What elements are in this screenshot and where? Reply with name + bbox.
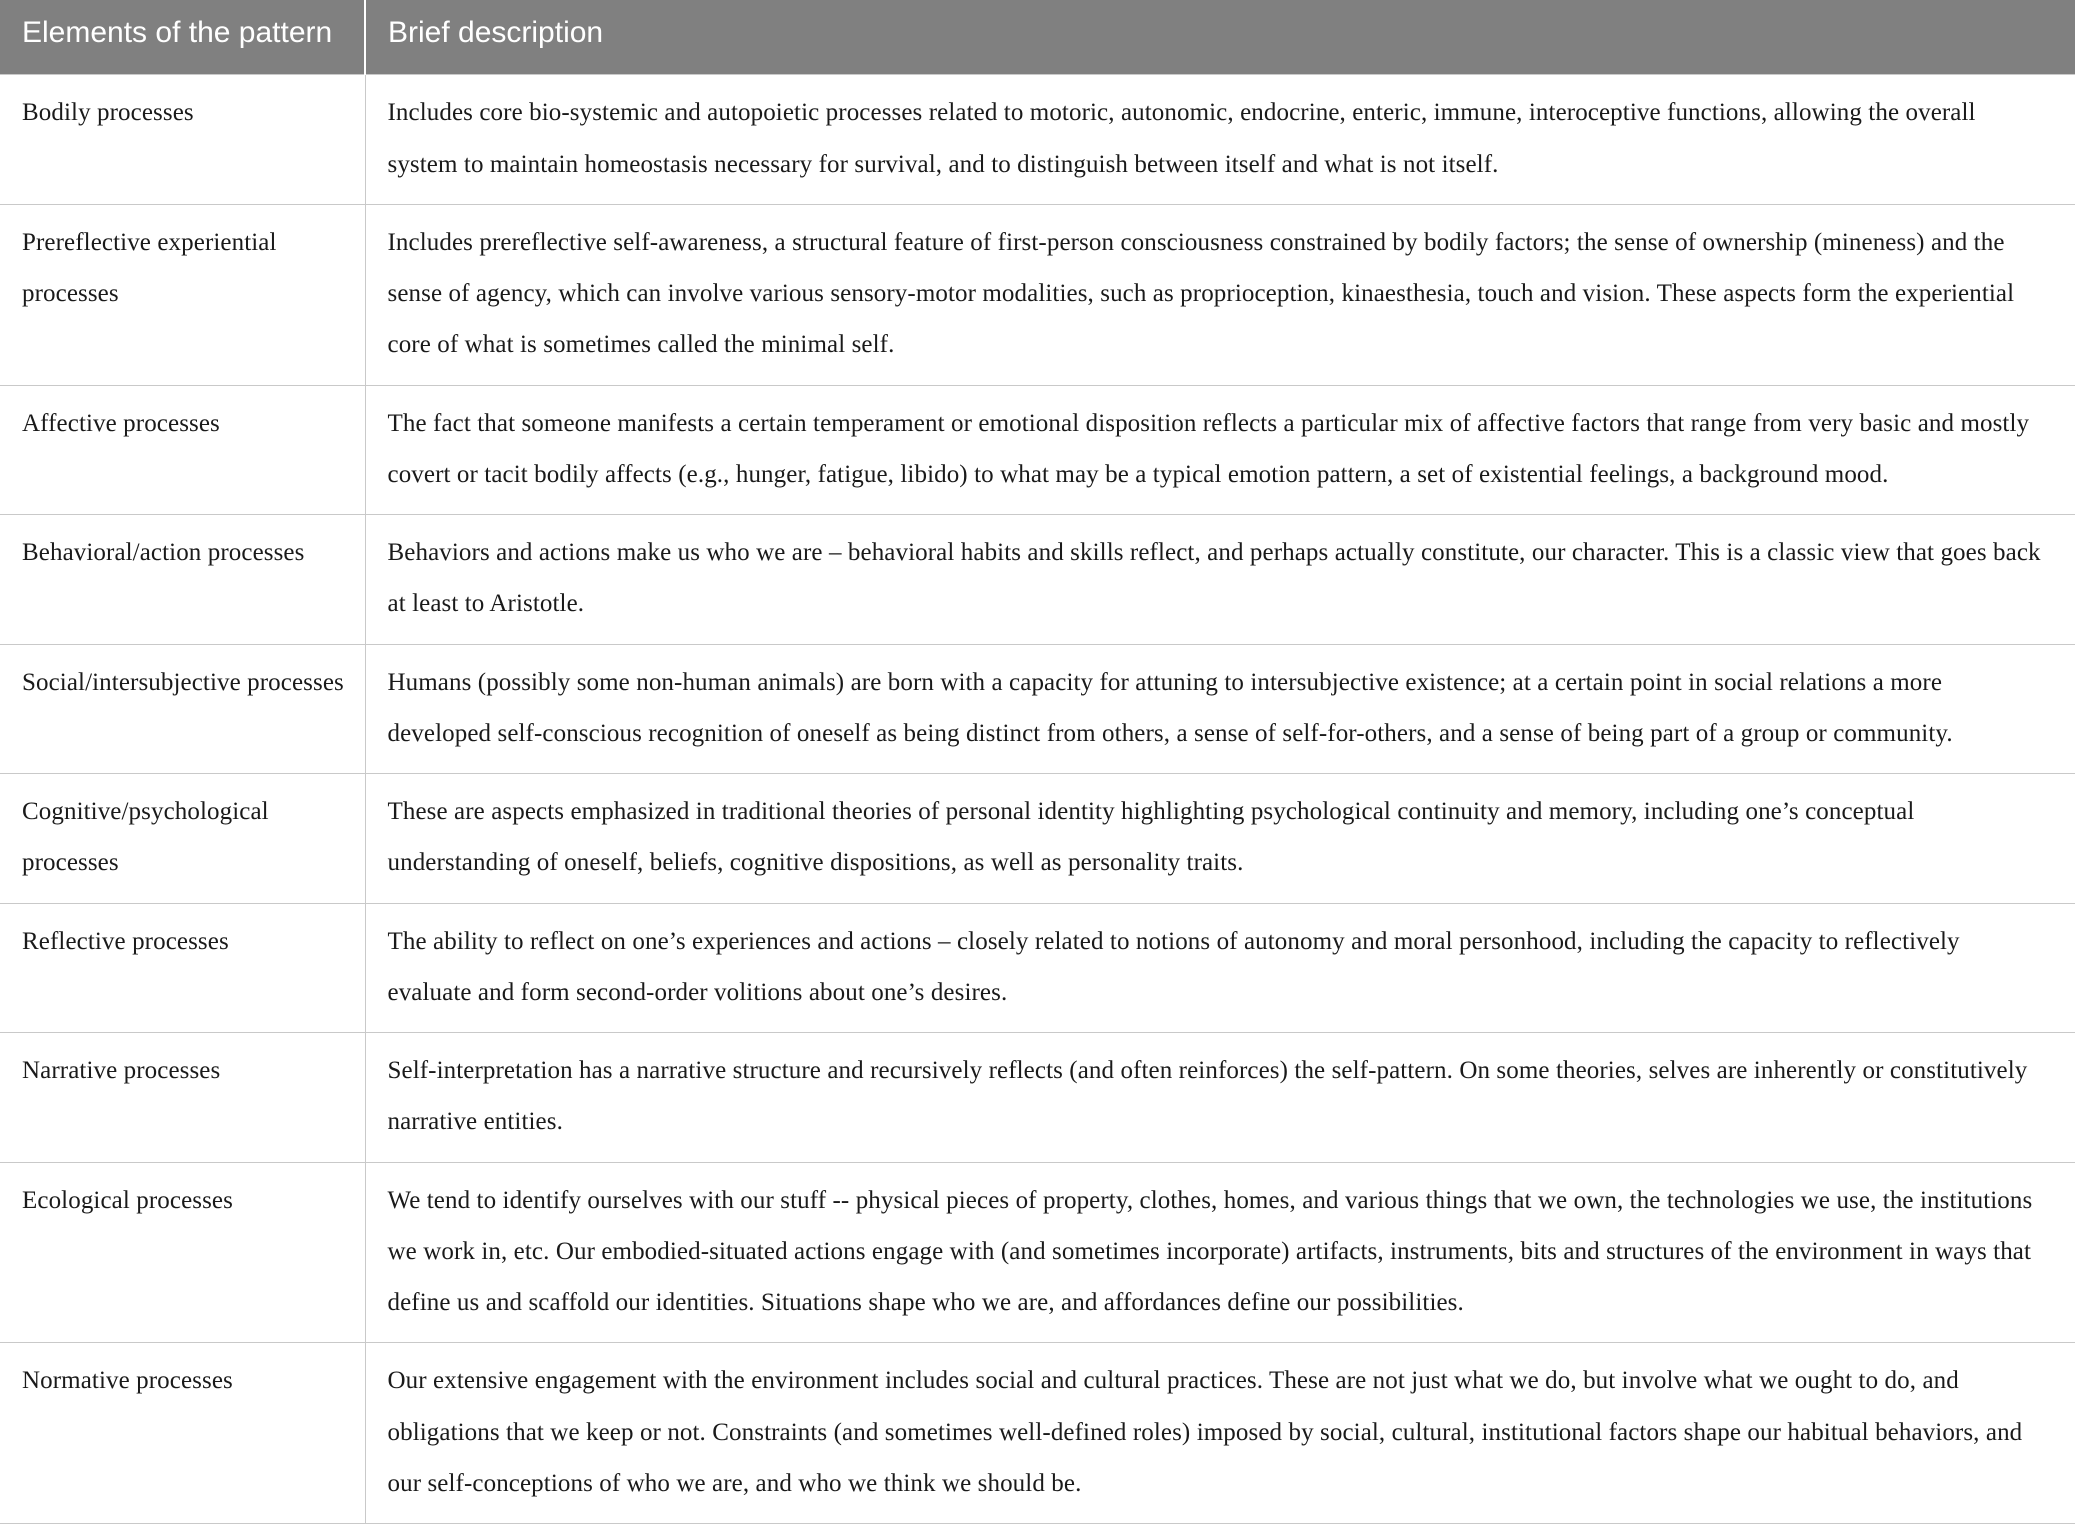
cell-brief-description: [365, 1162, 2075, 1343]
table-row: [0, 1033, 2075, 1163]
cell-element-name: [0, 903, 365, 1033]
cell-brief-description: [365, 644, 2075, 774]
table-row: [0, 903, 2075, 1033]
table-body: [0, 75, 2075, 1524]
table-row: [0, 204, 2075, 385]
cell-element-name: [0, 1033, 365, 1163]
element-label: Affective processes: [22, 409, 220, 437]
table-header-row: [0, 0, 2075, 75]
element-label: Narrative processes: [22, 1057, 221, 1085]
description-text: We tend to identify ourselves with our stuff -- physical pieces of property, clothes, homes, and various things that we own, the technologies we use, the institutions we work in, etc. Our embodied-situated actions engage with (and sometimes incorporate) artifacts, instruments, bits and structures of the environment in ways that define us and scaffold our identities. Situations shape who we are, and affordances define our possibilities.: [387, 1186, 2033, 1317]
description-text: The fact that someone manifests a certain temperament or emotional disposition reflects a particular mix of affective factors that range from very basic and mostly covert or tacit bodily affects (e.g., hunger, fatigue, libido) to what may be a typical emotion pattern, a set of existential feelings, a background mood.: [387, 409, 2030, 488]
cell-brief-description: [365, 774, 2075, 904]
cell-element-name: [0, 1343, 365, 1524]
element-label: Behavioral/action processes: [22, 539, 305, 567]
element-label: Normative processes: [22, 1367, 233, 1395]
description-text: Our extensive engagement with the environment includes social and cultural practices. These are not just what we do, but involve what we ought to do, and obligations that we keep or not. Constraints (and sometimes well-defined roles) imposed by social, cultural, institutional factors shape our habitual behaviors, and our self-conceptions of who we are, and who we think we should be.: [387, 1367, 2023, 1497]
cell-brief-description: [365, 75, 2075, 205]
description-text: Behaviors and actions make us who we are – behavioral habits and skills reflect, and perhaps actually constitute, our character. This is a classic view that goes back at least to Aristotle.: [387, 539, 2041, 618]
description-text: Humans (possibly some non-human animals) are born with a capacity for attuning to intersubjective existence; at a certain point in social relations a more developed self-conscious recognition of oneself as being distinct from others, a sense of self-for-others, and a sense of being part of a group or community.: [387, 668, 1953, 747]
description-text: Self-interpretation has a narrative structure and recursively reflects (and often reinforces) the self-pattern. On some theories, selves are inherently or constitutively narrative entities.: [387, 1057, 2028, 1136]
cell-element-name: [0, 385, 365, 515]
element-label: Cognitive/psychological processes: [22, 798, 269, 877]
cell-brief-description: [365, 903, 2075, 1033]
description-text: The ability to reflect on one’s experiences and actions – closely related to notions of autonomy and moral personhood, including the capacity to reflectively evaluate and form second-order volitions about one’s desires.: [387, 927, 1960, 1006]
table-row: [0, 515, 2075, 645]
description-text: Includes core bio-systemic and autopoietic processes related to motoric, autonomic, endocrine, enteric, immune, interoceptive functions, allowing the overall system to maintain homeostasis necessary for survival, and to distinguish between itself and what is not itself.: [387, 99, 1976, 178]
cell-brief-description: [365, 1343, 2075, 1524]
cell-brief-description: [365, 1033, 2075, 1163]
element-label: Prereflective experiential processes: [22, 228, 277, 308]
cell-element-name: [0, 515, 365, 645]
cell-element-name: [0, 644, 365, 774]
table-row: [0, 1162, 2075, 1343]
table-header: [0, 0, 2075, 75]
cell-brief-description: [365, 515, 2075, 645]
element-label: Social/intersubjective processes: [22, 668, 344, 696]
cell-brief-description: [365, 385, 2075, 515]
description-text: Includes prereflective self-awareness, a structural feature of first-person consciousness constrained by bodily factors; the sense of ownership (mineness) and the sense of agency, which can involve various sensory-motor modalities, such as proprioception, kinaesthesia, touch and vision. These aspects form the experiential core of what is sometimes called the minimal self.: [387, 228, 2015, 359]
description-text: These are aspects emphasized in traditional theories of personal identity highlighting psychological continuity and memory, including one’s conceptual understanding of oneself, beliefs, cognitive dispositions, as well as personality traits.: [387, 798, 1915, 877]
cell-element-name: [0, 774, 365, 904]
cell-element-name: [0, 204, 365, 385]
table-row: [0, 1343, 2075, 1524]
cell-element-name: [0, 75, 365, 205]
table-row: [0, 774, 2075, 904]
column-header-elements-of-the-pattern: Elements of the pattern: [0, 0, 365, 75]
table-row: [0, 75, 2075, 205]
element-label: Reflective processes: [22, 927, 229, 955]
element-label: Ecological processes: [22, 1186, 233, 1214]
cell-element-name: [0, 1162, 365, 1343]
column-header-brief-description: Brief description: [365, 0, 2075, 75]
cell-brief-description: [365, 204, 2075, 385]
table-row: [0, 644, 2075, 774]
table-row: [0, 385, 2075, 515]
element-label: Bodily processes: [22, 99, 194, 127]
